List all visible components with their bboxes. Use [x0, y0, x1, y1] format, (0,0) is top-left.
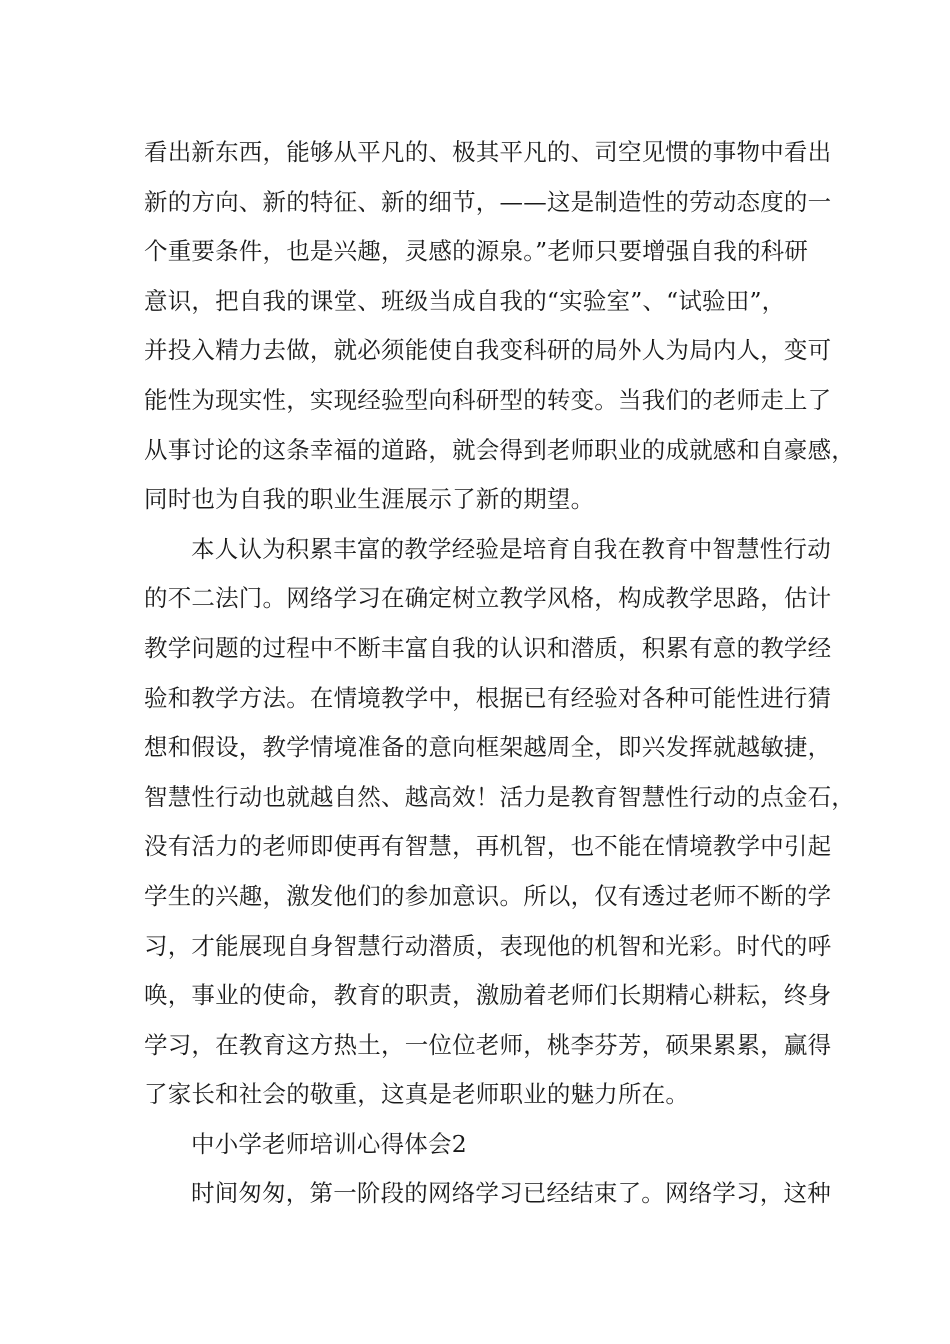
text-line: 的不二法门。网络学习在确定树立教学风格，构成教学思路，估计 [144, 584, 832, 613]
text-line: 看出新东西，能够从平凡的、极其平凡的、司空见惯的事物中看出 [144, 138, 832, 166]
text-line: 意识，把自我的课堂、班级当成自我的“实验室”、“试验田”， [144, 286, 786, 315]
text-line: 从事讨论的这条幸福的道路，就会得到老师职业的成就感和自豪感， [144, 435, 855, 464]
text-line: 个重要条件，也是兴趣，灵感的源泉。”老师只要增强自我的科研 [144, 237, 809, 266]
text-line: 新的方向、新的特征、新的细节，——这是制造性的劳动态度的一 [144, 187, 832, 216]
text-line: 并投入精力去做，就必须能使自我变科研的局外人为局内人，变可 [144, 336, 832, 365]
text-line: 唤，事业的使命，教育的职责，激励着老师们长期精心耕耘，终身 [144, 981, 832, 1010]
section-heading: 中小学老师培训心得体会2 [191, 1129, 467, 1158]
text-line: 习，才能展现自身智慧行动潜质，表现他的机智和光彩。时代的呼 [144, 931, 832, 960]
paragraph [144, 525, 855, 1120]
text-line: 能性为现实性，实现经验型向科研型的转变。当我们的老师走上了 [144, 385, 832, 414]
paragraph-continued [144, 128, 855, 525]
paragraph [144, 1169, 831, 1219]
text-line: 学生的兴趣，激发他们的参加意识。所以，仅有透过老师不断的学 [144, 881, 832, 910]
text-line: 智慧性行动也就越自然、越高效！活力是教育智慧性行动的点金石， [144, 782, 855, 811]
text-line: 想和假设，教学情境准备的意向框架越周全，即兴发挥就越敏捷， [144, 733, 832, 762]
text-line: 同时也为自我的职业生涯展示了新的期望。 [144, 485, 595, 514]
document-body [144, 128, 855, 1219]
text-line: 本人认为积累丰富的教学经验是培育自我在教育中智慧性行动 [191, 534, 831, 563]
text-line: 验和教学方法。在情境教学中，根据已有经验对各种可能性进行猜 [144, 683, 832, 712]
text-line: 学习，在教育这方热土，一位位老师，桃李芬芳，硕果累累，赢得 [144, 1030, 832, 1059]
text-line: 了家长和社会的敬重，这真是老师职业的魅力所在。 [144, 1080, 690, 1109]
text-line: 时间匆匆，第一阶段的网络学习已经结束了。网络学习，这种 [191, 1179, 831, 1208]
text-line: 没有活力的老师即使再有智慧，再机智，也不能在情境教学中引起 [144, 832, 832, 861]
text-line: 教学问题的过程中不断丰富自我的认识和潜质，积累有意的教学经 [144, 633, 832, 662]
